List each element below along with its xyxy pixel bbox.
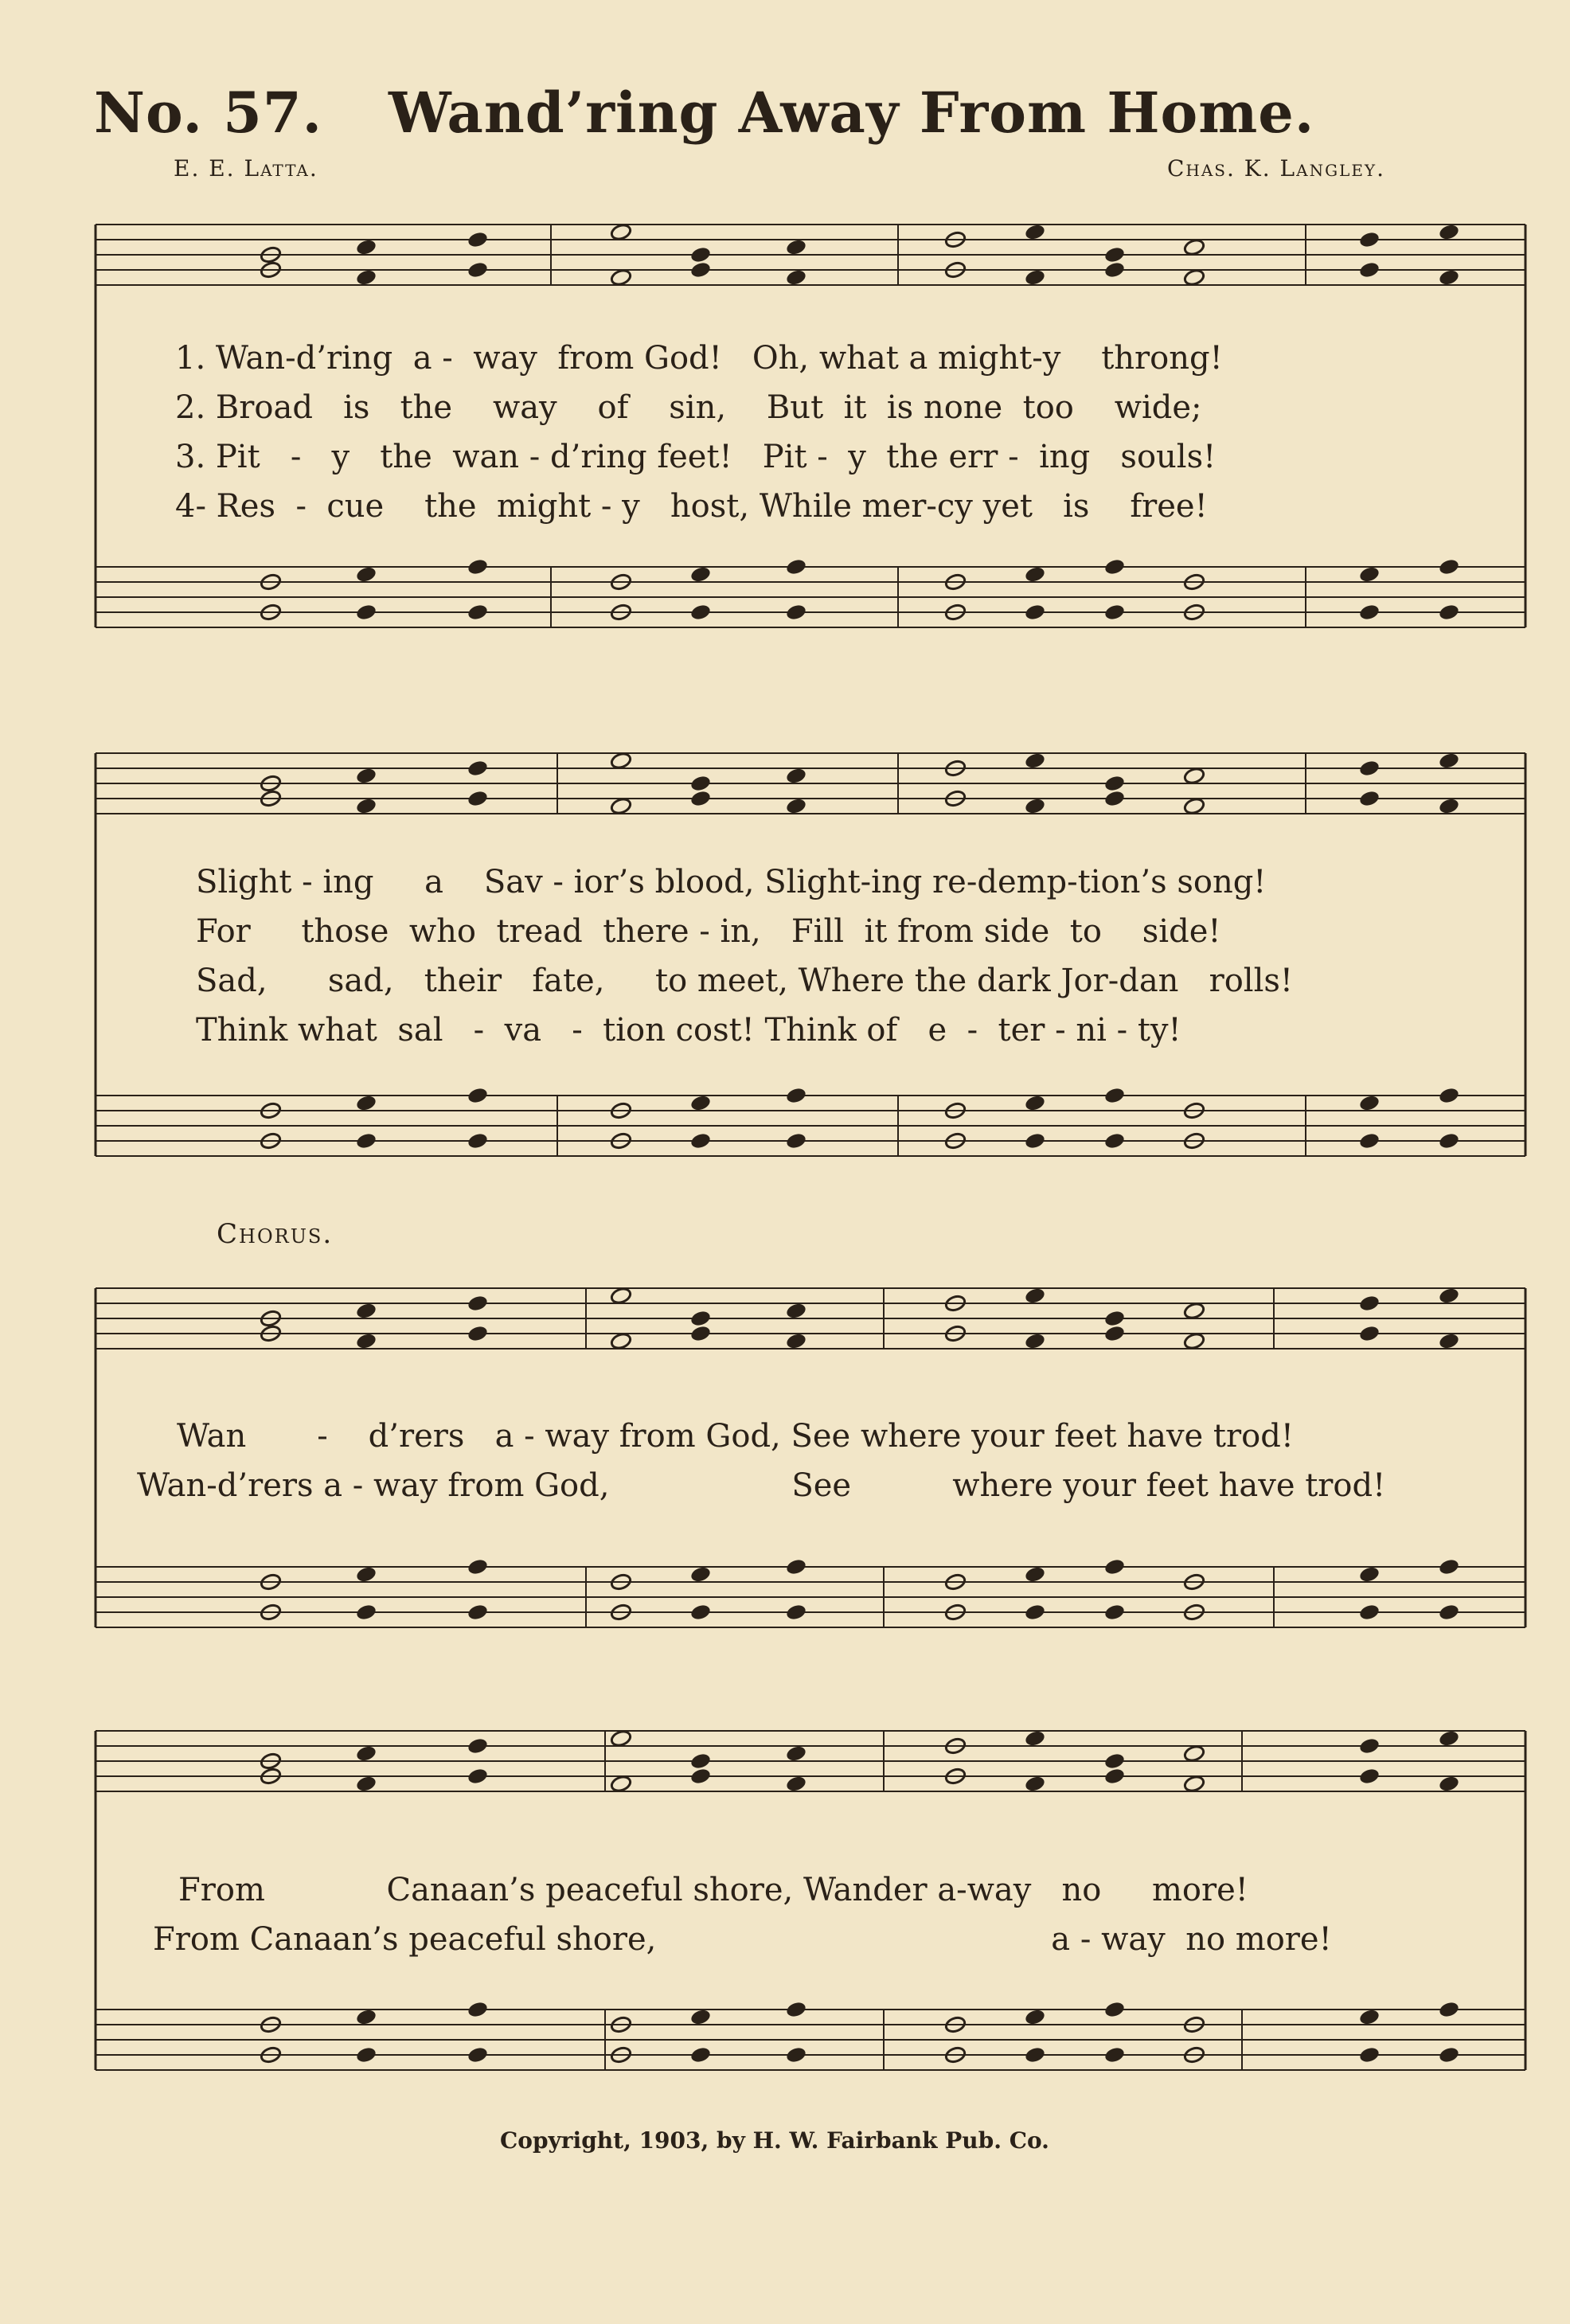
bass-note-head — [1358, 1565, 1381, 1584]
treble-note-head — [610, 1287, 632, 1305]
treble-note-head — [355, 238, 377, 256]
bass-note-head — [1024, 2045, 1046, 2064]
treble-note-head — [1024, 1729, 1046, 1748]
treble-note-head — [1183, 1744, 1205, 1763]
hymn-number: No. 57. — [94, 80, 322, 146]
treble-note-head — [1183, 1775, 1205, 1793]
treble-note-head — [689, 1752, 712, 1770]
treble-note-head — [1358, 260, 1381, 279]
treble-note-head — [689, 1309, 712, 1327]
bass-note-head — [1358, 565, 1381, 584]
treble-note-head — [689, 774, 712, 792]
treble-note-head — [610, 1729, 632, 1748]
treble-note-head — [1024, 268, 1046, 287]
treble-note-head — [467, 230, 489, 248]
bass-note-head — [355, 1094, 377, 1112]
treble-note-head — [467, 759, 489, 777]
bass-note-head — [1358, 1603, 1381, 1621]
bass-note-head — [1438, 557, 1460, 576]
bass-note-head — [1438, 2045, 1460, 2064]
bass-note-head — [785, 2000, 807, 2018]
treble-note-head — [355, 1744, 377, 1763]
treble-note-head — [1103, 1309, 1126, 1327]
bass-note-head — [1438, 1603, 1460, 1621]
bass-note-head — [785, 1086, 807, 1104]
treble-note-head — [1183, 238, 1205, 256]
bass-note-head — [355, 2045, 377, 2064]
bass-note-head — [355, 1603, 377, 1621]
treble-note-head — [1358, 1294, 1381, 1312]
treble-note-head — [1183, 797, 1205, 815]
treble-note-head — [1103, 774, 1126, 792]
lyricist-credit: E. E. Latta. — [174, 155, 318, 182]
chorus-line-1-lower: Wan-d’rers a - way from God, See where your feet have trod! — [137, 1467, 1386, 1504]
bass-note-head — [467, 1086, 489, 1104]
treble-note-head — [1103, 1767, 1126, 1785]
treble-note-head — [1438, 1775, 1460, 1793]
bass-note-head — [785, 2045, 807, 2064]
treble-note-head — [1358, 789, 1381, 807]
treble-note-head — [355, 797, 377, 815]
treble-note-head — [1024, 797, 1046, 815]
treble-note-head — [1183, 1332, 1205, 1350]
chorus-label: Chorus. — [217, 1218, 334, 1250]
bass-note-head — [1103, 1086, 1126, 1104]
treble-note-head — [1358, 1324, 1381, 1342]
bass-note-head — [1103, 603, 1126, 621]
verse-2-line-2: For those who tread there - in, Fill it from side to side! — [196, 913, 1221, 950]
bass-note-head — [785, 1131, 807, 1150]
bass-note-head — [689, 2008, 712, 2026]
bass-note-head — [1438, 603, 1460, 621]
treble-note-head — [689, 245, 712, 264]
treble-note-head — [355, 268, 377, 287]
bass-note-head — [467, 603, 489, 621]
treble-note-head — [689, 260, 712, 279]
treble-note-head — [1358, 759, 1381, 777]
bass-note-head — [355, 565, 377, 584]
chorus-line-2-upper: From Canaan’s peaceful shore, Wander a-way no more! — [178, 1872, 1248, 1908]
treble-note-head — [689, 1767, 712, 1785]
treble-note-head — [1103, 1324, 1126, 1342]
verse-4-line-2: Think what sal - va - tion cost! Think of e - ter - ni - ty! — [196, 1012, 1181, 1049]
bass-note-head — [1103, 2000, 1126, 2018]
bass-note-head — [689, 2045, 712, 2064]
treble-note-head — [355, 1302, 377, 1320]
bass-note-head — [467, 1603, 489, 1621]
bass-note-head — [355, 603, 377, 621]
bass-note-head — [1358, 2008, 1381, 2026]
bass-note-head — [1358, 1131, 1381, 1150]
bass-note-head — [467, 2045, 489, 2064]
bass-note-head — [1103, 2045, 1126, 2064]
bass-note-head — [689, 1131, 712, 1150]
bass-note-head — [355, 1565, 377, 1584]
bass-note-head — [1024, 1603, 1046, 1621]
treble-note-head — [785, 238, 807, 256]
treble-note-head — [610, 797, 632, 815]
treble-note-head — [785, 1302, 807, 1320]
treble-note-head — [467, 1294, 489, 1312]
treble-note-head — [1438, 797, 1460, 815]
treble-note-head — [1103, 260, 1126, 279]
treble-note-head — [1438, 1729, 1460, 1748]
hymn-title: Wand’ring Away From Home. — [389, 80, 1315, 146]
bass-note-head — [689, 1565, 712, 1584]
bass-note-head — [689, 565, 712, 584]
bass-note-head — [1024, 2008, 1046, 2026]
treble-note-head — [610, 752, 632, 770]
treble-note-head — [1438, 268, 1460, 287]
treble-note-head — [1438, 752, 1460, 770]
bass-note-head — [1024, 1094, 1046, 1112]
treble-note-head — [467, 260, 489, 279]
treble-note-head — [467, 789, 489, 807]
treble-note-head — [1024, 1287, 1046, 1305]
copyright-notice: Copyright, 1903, by H. W. Fairbank Pub. Co. — [500, 2127, 1049, 2154]
treble-note-head — [467, 1324, 489, 1342]
verse-1-line-2: Slight - ing a Sav - ior’s blood, Slight-ing re-demp-tion’s song! — [196, 864, 1267, 900]
treble-note-head — [610, 223, 632, 241]
treble-note-head — [1103, 789, 1126, 807]
bass-note-head — [1358, 603, 1381, 621]
bass-note-head — [355, 1131, 377, 1150]
treble-note-head — [1103, 245, 1126, 264]
bass-note-head — [1103, 1603, 1126, 1621]
treble-note-head — [1438, 1287, 1460, 1305]
treble-note-head — [355, 1775, 377, 1793]
bass-note-head — [467, 2000, 489, 2018]
treble-note-head — [610, 1775, 632, 1793]
chorus-line-2-lower: From Canaan’s peaceful shore, a - way no more! — [153, 1921, 1332, 1958]
treble-note-head — [1183, 1302, 1205, 1320]
bass-note-head — [1103, 1557, 1126, 1576]
treble-note-head — [467, 1767, 489, 1785]
verse-4-line-1: 4- Res - cue the might - y host, While mer-cy yet is free! — [175, 488, 1208, 525]
bass-note-head — [1438, 1086, 1460, 1104]
treble-note-head — [1183, 767, 1205, 785]
bass-note-head — [1358, 1094, 1381, 1112]
bass-note-head — [1024, 1565, 1046, 1584]
verse-2-line-1: 2. Broad is the way of sin, But it is none too wide; — [175, 389, 1202, 426]
bass-note-head — [1438, 1131, 1460, 1150]
composer-credit: Chas. K. Langley. — [1167, 155, 1386, 182]
bass-note-head — [1103, 1131, 1126, 1150]
treble-note-head — [355, 1332, 377, 1350]
bass-note-head — [1358, 2045, 1381, 2064]
bass-note-head — [1024, 603, 1046, 621]
bass-note-head — [1103, 557, 1126, 576]
treble-note-head — [689, 1324, 712, 1342]
bass-note-head — [1024, 1131, 1046, 1150]
verse-3-line-2: Sad, sad, their fate, to meet, Where the dark Jor-dan rolls! — [196, 963, 1293, 999]
treble-note-head — [1358, 1736, 1381, 1755]
treble-note-head — [1358, 230, 1381, 248]
treble-note-head — [467, 1736, 489, 1755]
bass-note-head — [785, 1557, 807, 1576]
bass-note-head — [467, 1557, 489, 1576]
bass-note-head — [689, 1094, 712, 1112]
treble-note-head — [610, 1332, 632, 1350]
treble-note-head — [1024, 223, 1046, 241]
treble-note-head — [1103, 1752, 1126, 1770]
bass-note-head — [785, 603, 807, 621]
bass-note-head — [785, 1603, 807, 1621]
treble-note-head — [610, 268, 632, 287]
verse-1-line-1: 1. Wan-d’ring a - way from God! Oh, what a might-y throng! — [175, 340, 1223, 377]
bass-note-head — [355, 2008, 377, 2026]
bass-note-head — [689, 603, 712, 621]
treble-note-head — [1183, 268, 1205, 287]
treble-note-head — [785, 767, 807, 785]
bass-note-head — [1024, 565, 1046, 584]
treble-note-head — [1024, 1775, 1046, 1793]
treble-note-head — [785, 1775, 807, 1793]
treble-note-head — [785, 1332, 807, 1350]
treble-note-head — [1438, 223, 1460, 241]
bass-note-head — [1438, 2000, 1460, 2018]
treble-note-head — [785, 1744, 807, 1763]
treble-note-head — [1358, 1767, 1381, 1785]
bass-note-head — [1438, 1557, 1460, 1576]
bass-note-head — [467, 557, 489, 576]
bass-note-head — [689, 1603, 712, 1621]
bass-note-head — [467, 1131, 489, 1150]
treble-note-head — [355, 767, 377, 785]
verse-3-line-1: 3. Pit - y the wan - d’ring feet! Pit - y the err - ing souls! — [175, 439, 1217, 475]
treble-note-head — [1438, 1332, 1460, 1350]
treble-note-head — [785, 268, 807, 287]
treble-note-head — [1024, 752, 1046, 770]
treble-note-head — [1024, 1332, 1046, 1350]
treble-note-head — [689, 789, 712, 807]
treble-note-head — [785, 797, 807, 815]
chorus-line-1-upper: Wan - d’rers a - way from God, See where your feet have trod! — [177, 1418, 1294, 1455]
bass-note-head — [785, 557, 807, 576]
